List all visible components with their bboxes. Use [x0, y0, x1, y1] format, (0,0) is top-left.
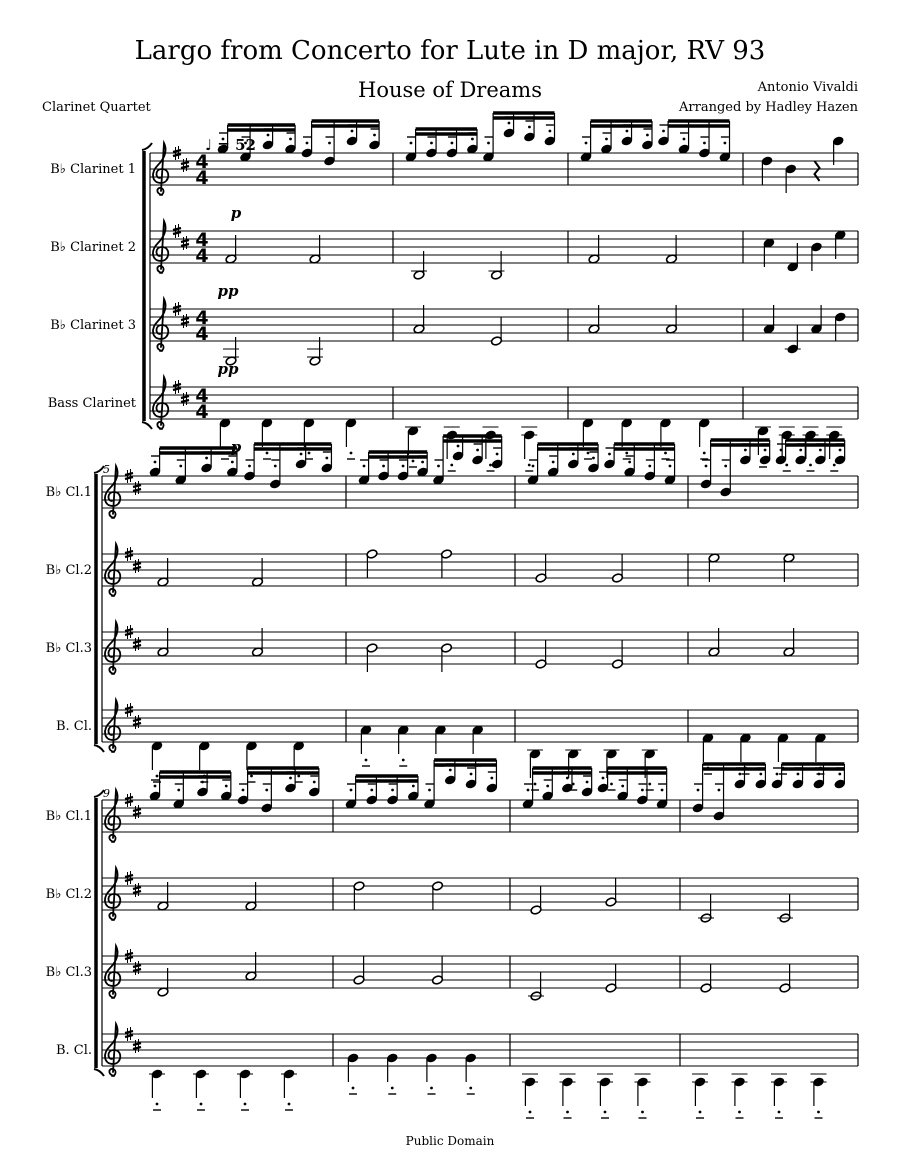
sharp-stroke	[181, 400, 189, 402]
staccato-dot	[626, 130, 629, 133]
staccato-dot	[683, 138, 686, 141]
staccato-dot	[351, 130, 354, 133]
staccato-dot	[244, 1103, 247, 1106]
dynamic-marking: pp	[217, 282, 239, 300]
bass-quarter-note	[397, 725, 409, 754]
sharp-stroke	[133, 567, 141, 569]
staccato-dot	[201, 781, 204, 784]
time-signature-top: 4	[195, 307, 209, 329]
sharp-stroke	[133, 719, 141, 721]
footer-license: Public Domain	[405, 1134, 495, 1148]
staccato-dot	[205, 457, 208, 460]
staccato-dot	[352, 1087, 355, 1090]
bass-quarter-note	[562, 1077, 574, 1106]
bass-quarter-note	[465, 1053, 477, 1082]
sharp-stroke	[133, 641, 141, 643]
staccato-dot	[231, 461, 234, 464]
staccato-dot	[412, 460, 415, 463]
staccato-dot	[297, 775, 300, 778]
sharp-stroke	[173, 228, 181, 230]
sharp-sign	[181, 392, 189, 406]
staccato-dot	[585, 142, 588, 145]
staccato-dot	[566, 777, 569, 780]
sharp-sign	[133, 481, 141, 495]
half-note	[353, 956, 365, 985]
sharp-sign	[181, 314, 189, 328]
bass-quarter-note	[740, 733, 752, 762]
quarter-rest	[815, 161, 820, 181]
sharp-stroke	[125, 1035, 133, 1037]
staccato-dot	[428, 789, 431, 792]
sharp-stroke	[173, 388, 181, 390]
staccato-dot	[744, 449, 747, 452]
bass-quarter-note	[524, 1077, 536, 1106]
sharp-sign	[133, 1039, 141, 1053]
staccato-dot	[527, 789, 530, 792]
half-note	[491, 317, 503, 346]
staccato-dot	[430, 1087, 433, 1090]
staccato-dot	[449, 769, 452, 772]
staccato-dot	[471, 138, 474, 141]
dynamic-marking: p	[230, 204, 242, 222]
staccato-dot	[661, 789, 664, 792]
time-signature-bottom: 4	[195, 167, 209, 189]
sharp-stroke	[125, 1031, 133, 1033]
staccato-dot	[156, 775, 159, 778]
bass-quarter-note	[239, 1069, 251, 1098]
staccato-dot	[799, 449, 802, 452]
staccato-dot	[705, 465, 708, 468]
staccato-dot	[154, 785, 157, 788]
staccato-dot	[724, 465, 727, 468]
staccato-dot	[489, 464, 492, 467]
half-note	[779, 894, 791, 923]
sharp-stroke	[133, 1047, 141, 1049]
staccato-dot	[430, 142, 433, 145]
staccato-dot	[496, 453, 499, 456]
staccato-dot	[662, 130, 665, 133]
staccato-dot	[587, 452, 590, 455]
arranger-credit: Arranged by Hadley Hazen	[679, 100, 858, 115]
bracket-hook	[142, 143, 152, 150]
sharp-stroke	[181, 322, 189, 324]
sharp-stroke	[133, 891, 141, 893]
sharp-stroke	[173, 384, 181, 386]
sharp-sign	[133, 805, 141, 819]
sharp-stroke	[125, 707, 133, 709]
dynamic-marking: pp	[217, 360, 239, 378]
bass-quarter-note	[195, 1069, 207, 1098]
sharp-stroke	[133, 969, 141, 971]
staccato-dot	[625, 452, 628, 455]
staccato-dot	[552, 461, 555, 464]
staccato-dot	[370, 789, 373, 792]
sharp-sign	[133, 715, 141, 729]
staccato-dot	[532, 465, 535, 468]
staccato-dot	[641, 789, 644, 792]
bracket-hook	[142, 422, 152, 429]
time-signature-top: 4	[195, 151, 209, 173]
half-note	[779, 964, 791, 993]
sharp-stroke	[125, 633, 133, 635]
composer-credit: Antonio Vivaldi	[757, 80, 858, 95]
sharp-stroke	[133, 809, 141, 811]
staccato-dot	[382, 465, 385, 468]
sharp-sign	[181, 158, 189, 172]
staccato-dot	[809, 464, 812, 467]
staccato-dot	[546, 785, 549, 788]
sharp-stroke	[125, 879, 133, 881]
staccato-dot	[817, 1111, 820, 1114]
staccato-dot	[179, 465, 182, 468]
staff-label: B. Cl.	[55, 719, 92, 734]
bass-quarter-note	[219, 418, 231, 447]
staff-label: B. Cl.	[55, 1043, 92, 1058]
sharp-sign	[181, 236, 189, 250]
half-note	[612, 640, 624, 669]
staccato-dot	[363, 465, 366, 468]
sharp-stroke	[133, 563, 141, 565]
staccato-dot	[450, 464, 453, 467]
staccato-dot	[703, 142, 706, 145]
measure-number: 5	[103, 463, 110, 476]
time-signature-top: 4	[195, 229, 209, 251]
sharp-stroke	[173, 150, 181, 152]
staccato-dot	[250, 775, 253, 778]
staff-label: B♭ Cl.1	[45, 485, 92, 500]
dynamic-marking: p	[230, 438, 242, 456]
staccato-dot	[833, 464, 836, 467]
staccato-dot	[350, 789, 353, 792]
half-note	[605, 964, 617, 993]
staff-label: B♭ Clarinet 2	[50, 240, 136, 255]
staff-label: B♭ Cl.2	[45, 563, 92, 578]
staccato-dot	[608, 453, 611, 456]
staccato-dot	[838, 773, 841, 776]
staccato-dot	[605, 138, 608, 141]
staccato-dot	[391, 789, 394, 792]
half-note	[366, 643, 378, 672]
bass-quarter-note	[198, 741, 210, 770]
bracket-hook	[94, 1069, 104, 1076]
staccato-dot	[724, 142, 727, 145]
staccato-dot	[313, 781, 316, 784]
measure-number: 9	[103, 787, 110, 800]
sharp-sign	[133, 559, 141, 573]
staccato-dot	[621, 785, 624, 788]
staccato-dot	[325, 457, 328, 460]
staccato-dot	[641, 1111, 644, 1114]
bass-quarter-note	[386, 1053, 398, 1082]
staccato-dot	[764, 449, 767, 452]
bass-quarter-note	[435, 725, 447, 754]
sharp-sign	[133, 961, 141, 975]
half-note	[612, 554, 624, 583]
sharp-stroke	[125, 801, 133, 803]
staccato-dot	[648, 783, 651, 786]
time-signature-bottom: 4	[195, 401, 209, 423]
staccato-dot	[274, 465, 277, 468]
bass-quarter-note	[360, 725, 372, 754]
bass-quarter-note	[293, 741, 305, 770]
staccato-dot	[306, 142, 309, 145]
bass-quarter-note	[523, 430, 535, 459]
bass-quarter-note	[815, 733, 827, 762]
staccato-dot	[669, 465, 672, 468]
sharp-stroke	[125, 473, 133, 475]
bass-quarter-note	[734, 1077, 746, 1106]
staccato-dot	[664, 452, 667, 455]
bass-quarter-note	[426, 1053, 438, 1082]
sharp-stroke	[125, 629, 133, 631]
half-note	[441, 549, 453, 578]
sharp-stroke	[173, 310, 181, 312]
quarter-note	[811, 242, 823, 271]
staccato-dot	[776, 773, 779, 776]
staccato-dot	[528, 464, 531, 467]
quarter-note	[787, 325, 799, 354]
score-title: Largo from Concerto for Lute in D major, RV 93	[134, 36, 766, 66]
staccato-dot	[648, 465, 651, 468]
staccato-dot	[288, 1103, 291, 1106]
sharp-stroke	[181, 396, 189, 398]
staccato-dot	[154, 461, 157, 464]
half-note	[432, 956, 444, 985]
half-note	[700, 964, 712, 993]
staccato-dot	[738, 773, 741, 776]
staccato-dot	[308, 452, 311, 455]
bass-quarter-note	[694, 1077, 706, 1106]
staccato-dot	[225, 785, 228, 788]
bass-quarter-note	[246, 741, 258, 770]
staccato-dot	[646, 134, 649, 137]
staff-label: B♭ Clarinet 1	[50, 162, 136, 177]
sharp-stroke	[125, 551, 133, 553]
staccato-dot	[265, 789, 268, 792]
staccato-dot	[528, 126, 531, 129]
melody-quarter-note	[761, 156, 773, 185]
staccato-dot	[490, 777, 493, 780]
sharp-stroke	[173, 306, 181, 308]
staccato-dot	[200, 1103, 203, 1106]
staccato-dot	[572, 453, 575, 456]
sharp-stroke	[133, 485, 141, 487]
staccato-dot	[610, 783, 613, 786]
half-note	[432, 881, 444, 910]
bass-quarter-note	[151, 741, 163, 770]
staccato-dot	[350, 452, 353, 455]
sharp-stroke	[133, 723, 141, 725]
instrumentation-label: Clarinet Quartet	[42, 100, 151, 115]
staccato-dot	[421, 461, 424, 464]
staccato-dot	[267, 134, 270, 137]
staccato-dot	[549, 130, 552, 133]
staccato-dot	[391, 1087, 394, 1090]
bass-quarter-note	[345, 418, 357, 447]
time-signature-bottom: 4	[195, 245, 209, 267]
sharp-sign	[133, 637, 141, 651]
half-note	[535, 640, 547, 669]
time-signature-top: 4	[195, 385, 209, 407]
half-note	[353, 881, 365, 910]
staccato-dot	[817, 773, 820, 776]
staccato-dot	[289, 777, 292, 780]
sharp-sign	[133, 883, 141, 897]
staccato-dot	[248, 465, 251, 468]
staccato-dot	[699, 1111, 702, 1114]
staccato-dot	[373, 134, 376, 137]
bass-quarter-note	[347, 1053, 359, 1082]
bass-quarter-note	[637, 1077, 649, 1106]
sharp-stroke	[181, 166, 189, 168]
staff-label: Bass Clarinet	[47, 396, 136, 411]
half-note	[366, 549, 378, 578]
staccato-dot	[451, 142, 454, 145]
staccato-dot	[402, 759, 405, 762]
bass-quarter-note	[702, 733, 714, 762]
bass-quarter-note	[151, 1069, 163, 1098]
tempo-marking: ♩ = 52	[205, 136, 256, 154]
sharp-stroke	[133, 965, 141, 967]
staccato-dot	[586, 781, 589, 784]
bass-quarter-note	[472, 725, 484, 754]
staccato-dot	[785, 464, 788, 467]
staccato-dot	[738, 1111, 741, 1114]
staff-label: B♭ Cl.2	[45, 887, 92, 902]
sharp-stroke	[125, 555, 133, 557]
staccato-dot	[412, 785, 415, 788]
staccato-dot	[819, 449, 822, 452]
staccato-dot	[839, 449, 842, 452]
sharp-stroke	[133, 1043, 141, 1045]
sharp-stroke	[133, 887, 141, 889]
staccato-dot	[628, 461, 631, 464]
staccato-dot	[703, 452, 706, 455]
staccato-dot	[592, 457, 595, 460]
half-note	[530, 972, 542, 1001]
bass-quarter-note	[599, 1077, 611, 1106]
half-note	[605, 878, 617, 907]
sharp-stroke	[133, 645, 141, 647]
staccato-dot	[487, 142, 490, 145]
sharp-stroke	[133, 813, 141, 815]
staff-label: B♭ Cl.3	[45, 965, 92, 980]
staccato-dot	[534, 783, 537, 786]
staccato-dot	[529, 1111, 532, 1114]
staccato-dot	[402, 465, 405, 468]
staccato-dot	[242, 789, 245, 792]
staff-label: B♭ Clarinet 3	[50, 318, 136, 333]
staccato-dot	[470, 773, 473, 776]
staccato-dot	[266, 452, 269, 455]
staccato-dot	[457, 445, 460, 448]
staccato-dot	[797, 773, 800, 776]
sharp-stroke	[125, 477, 133, 479]
staccato-dot	[508, 122, 511, 125]
bass-quarter-note	[813, 1077, 825, 1106]
sharp-stroke	[125, 797, 133, 799]
quarter-note	[834, 312, 846, 341]
staff-label: B♭ Cl.3	[45, 641, 92, 656]
staccato-dot	[365, 759, 368, 762]
staff-label: B♭ Cl.1	[45, 809, 92, 824]
sharp-stroke	[133, 489, 141, 491]
staccato-dot	[780, 449, 783, 452]
staccato-dot	[437, 465, 440, 468]
sharp-stroke	[181, 162, 189, 164]
staccato-dot	[718, 789, 721, 792]
staccato-dot	[156, 1103, 159, 1106]
time-signature-bottom: 4	[195, 323, 209, 345]
staccato-dot	[759, 773, 762, 776]
bass-quarter-note	[698, 418, 710, 447]
half-note	[530, 886, 542, 915]
staccato-dot	[410, 142, 413, 145]
sharp-stroke	[181, 244, 189, 246]
staccato-dot	[566, 1111, 569, 1114]
staccato-dot	[177, 789, 180, 792]
bass-quarter-note	[283, 1069, 295, 1098]
sharp-stroke	[125, 875, 133, 877]
sharp-stroke	[125, 711, 133, 713]
staccato-dot	[697, 789, 700, 792]
staccato-dot	[778, 1111, 781, 1114]
sharp-stroke	[125, 957, 133, 959]
staccato-dot	[289, 138, 292, 141]
staccato-dot	[604, 1111, 607, 1114]
bass-quarter-note	[773, 1077, 785, 1106]
sharp-stroke	[173, 154, 181, 156]
score-subtitle: House of Dreams	[358, 78, 542, 102]
staccato-dot	[469, 1087, 472, 1090]
bracket-hook	[94, 745, 104, 752]
bass-quarter-note	[777, 733, 789, 762]
sharp-stroke	[173, 232, 181, 234]
half-note	[535, 554, 547, 583]
half-note	[700, 894, 712, 923]
sharp-stroke	[125, 953, 133, 955]
staccato-dot	[328, 142, 331, 145]
staccato-dot	[602, 777, 605, 780]
melody-quarter-note	[785, 164, 797, 193]
staccato-dot	[300, 453, 303, 456]
sharp-stroke	[181, 318, 189, 320]
sharp-stroke	[181, 240, 189, 242]
staccato-dot	[476, 449, 479, 452]
half-note	[441, 643, 453, 672]
